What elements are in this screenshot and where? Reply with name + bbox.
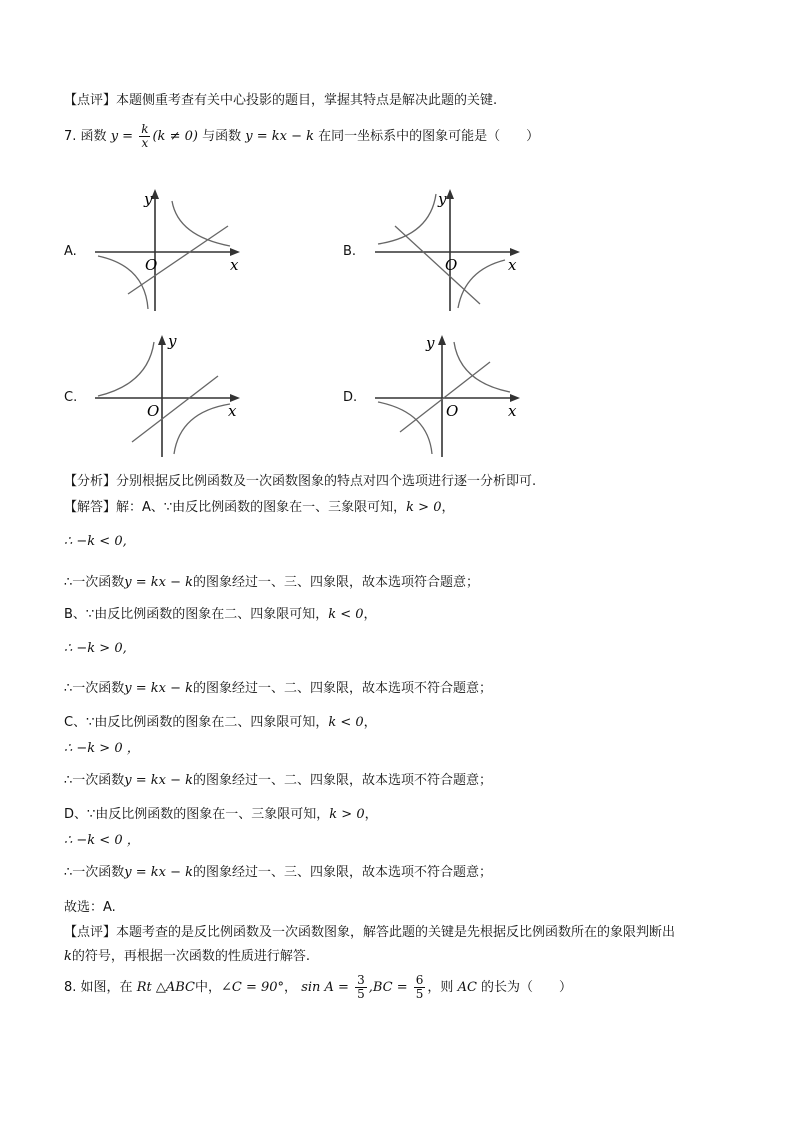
- x-arrow: [510, 248, 520, 256]
- solution-b-line2: ∴ −k > 0,: [64, 641, 127, 656]
- option-a-label[interactable]: A.: [64, 244, 77, 259]
- q7-func1-denominator: x: [141, 136, 149, 150]
- q8-sin-lhs: sin A =: [301, 980, 349, 995]
- q7-func1-condition: (k ≠ 0): [152, 129, 198, 144]
- solution-d-conclusion-post: 的图象经过一、三、四象限，故本选项不符合题意；: [193, 865, 493, 880]
- q7-mid-text: 与函数: [202, 129, 242, 144]
- x-axis-label: x: [230, 256, 239, 274]
- solution-b-math: k < 0: [328, 607, 364, 622]
- solution-d-line3: [64, 864, 492, 882]
- x-axis-label: x: [228, 402, 237, 420]
- y-arrow: [438, 335, 446, 345]
- x-axis-label: x: [508, 402, 517, 420]
- review-k-symbol: k: [64, 949, 72, 964]
- x-arrow: [230, 394, 240, 402]
- hyperbola-branch-q4: [458, 260, 505, 308]
- review-line2: [64, 948, 310, 966]
- q8-pre: 8. 如图，在: [64, 980, 133, 995]
- solution-a-premise: 【解答】解：A、∵由反比例函数的图象在一、三象限可知，: [64, 500, 407, 515]
- graph-option-b[interactable]: [370, 186, 530, 316]
- hyperbola-branch-q4: [174, 404, 230, 454]
- solution-d-conclusion-math: y = kx − k: [124, 865, 194, 880]
- hyperbola-branch-q2: [98, 342, 154, 396]
- solution-a-conclusion-pre: ∴一次函数: [64, 575, 125, 590]
- q7-func1-lhs: y =: [110, 129, 134, 144]
- solution-d-punct: ，: [364, 807, 378, 822]
- solution-d-conclusion-pre: ∴一次函数: [64, 865, 125, 880]
- x-arrow: [510, 394, 520, 402]
- solution-b-punct: ，: [363, 607, 377, 622]
- y-axis-label: y: [144, 190, 153, 208]
- solution-a-math: k > 0: [406, 500, 442, 515]
- solution-b-conclusion-post: 的图象经过一、二、四象限，故本选项不符合题意；: [193, 681, 493, 696]
- question-7-stem: [64, 120, 539, 154]
- q8-tail: 的长为（ ）: [481, 980, 573, 995]
- solution-a-punct: ，: [441, 500, 455, 515]
- option-d-label[interactable]: D.: [343, 390, 358, 405]
- solution-d-line1: [64, 806, 378, 824]
- y-axis-label: y: [438, 190, 447, 208]
- linear-function-line: [395, 226, 480, 304]
- solution-b-conclusion-math: y = kx − k: [124, 681, 194, 696]
- solution-d-line2: ∴ −k < 0 ，: [64, 833, 140, 848]
- solution-c-conclusion-math: y = kx − k: [124, 773, 194, 788]
- solution-b-line1: [64, 606, 377, 624]
- q8-ac: AC: [457, 980, 477, 995]
- graph-option-a[interactable]: [90, 186, 250, 316]
- analysis-text: 【分析】分别根据反比例函数及一次函数图象的特点对四个选项进行逐一分析即可.: [64, 474, 537, 489]
- q8-sin-numerator: 3: [357, 973, 365, 987]
- linear-function-line: [400, 362, 490, 432]
- q7-func1-fraction: [139, 123, 150, 150]
- solution-c-line1: [64, 714, 377, 732]
- origin-label: O: [147, 402, 160, 420]
- y-arrow: [446, 189, 454, 199]
- solution-d-math: k > 0: [329, 807, 365, 822]
- q8-mid3: ，则: [427, 980, 454, 995]
- option-c-label[interactable]: C.: [64, 390, 78, 405]
- solution-b-line3: [64, 680, 492, 698]
- q8-bc-fraction: [414, 974, 426, 1001]
- solution-a-conclusion-math: y = kx − k: [124, 575, 194, 590]
- solution-c-math: k < 0: [328, 715, 364, 730]
- review-line2-text: 的符号，再根据一次函数的性质进行解答.: [71, 949, 311, 964]
- hyperbola-branch-q3: [98, 256, 148, 309]
- x-arrow: [230, 248, 240, 256]
- solution-d-premise: D、∵由反比例函数的图象在一、三象限可知，: [64, 807, 330, 822]
- graph-option-d[interactable]: [370, 332, 530, 462]
- answer-choice: 故选：A.: [64, 900, 116, 915]
- previous-review-text: 【点评】本题侧重考查有关中心投影的题目，掌握其特点是解决此题的关键.: [64, 93, 498, 108]
- q8-sin-denominator: 5: [357, 987, 365, 1001]
- q8-sin-fraction: [355, 974, 367, 1001]
- option-b-label[interactable]: B.: [343, 244, 357, 259]
- q8-bc-numerator: 6: [415, 973, 424, 987]
- q7-func2: y = kx − k: [245, 129, 314, 144]
- q7-func1-numerator: k: [141, 122, 149, 136]
- q8-bc-lhs: ,BC =: [368, 980, 408, 995]
- review-line1: 【点评】本题考查的是反比例函数及一次函数图象，解答此题的关键是先根据反比例函数所在的象限判断出: [64, 925, 676, 940]
- q7-tail-text: 在同一坐标系中的图象可能是（ ）: [318, 129, 540, 144]
- graph-option-c[interactable]: [90, 332, 250, 462]
- y-axis-label: y: [426, 334, 435, 352]
- solution-c-line2: ∴ −k > 0 ，: [64, 741, 140, 756]
- solution-b-conclusion-pre: ∴一次函数: [64, 681, 125, 696]
- origin-label: O: [446, 402, 459, 420]
- q8-mid1: 中，: [194, 980, 221, 995]
- y-arrow: [158, 335, 166, 345]
- q8-bc-denominator: 5: [415, 987, 424, 1001]
- solution-a-line2: ∴ −k < 0,: [64, 534, 127, 549]
- solution-b-premise: B、∵由反比例函数的图象在二、四象限可知，: [64, 607, 329, 622]
- y-axis-label: y: [168, 332, 177, 350]
- x-axis-label: x: [508, 256, 517, 274]
- q8-mid2: ，: [284, 980, 298, 995]
- origin-label: O: [445, 256, 458, 274]
- solution-c-premise: C、∵由反比例函数的图象在二、四象限可知，: [64, 715, 329, 730]
- hyperbola-branch-q1: [454, 342, 510, 392]
- question-8-stem: [64, 970, 572, 1006]
- solution-a-line3: [64, 574, 479, 592]
- q8-angle: ∠C = 90°: [220, 980, 285, 995]
- q8-triangle: Rt △ABC: [136, 980, 195, 995]
- q7-number: 7. 函数: [64, 129, 107, 144]
- solution-c-conclusion-post: 的图象经过一、二、四象限，故本选项不符合题意；: [193, 773, 493, 788]
- hyperbola-branch-q1: [172, 201, 230, 246]
- solution-c-conclusion-pre: ∴一次函数: [64, 773, 125, 788]
- linear-function-line: [128, 226, 228, 294]
- solution-c-line3: [64, 772, 492, 790]
- solution-c-punct: ，: [363, 715, 377, 730]
- solution-a-conclusion-post: 的图象经过一、三、四象限，故本选项符合题意；: [193, 575, 480, 590]
- solution-a-line1: [64, 499, 455, 517]
- linear-function-line: [132, 376, 218, 442]
- origin-label: O: [145, 256, 158, 274]
